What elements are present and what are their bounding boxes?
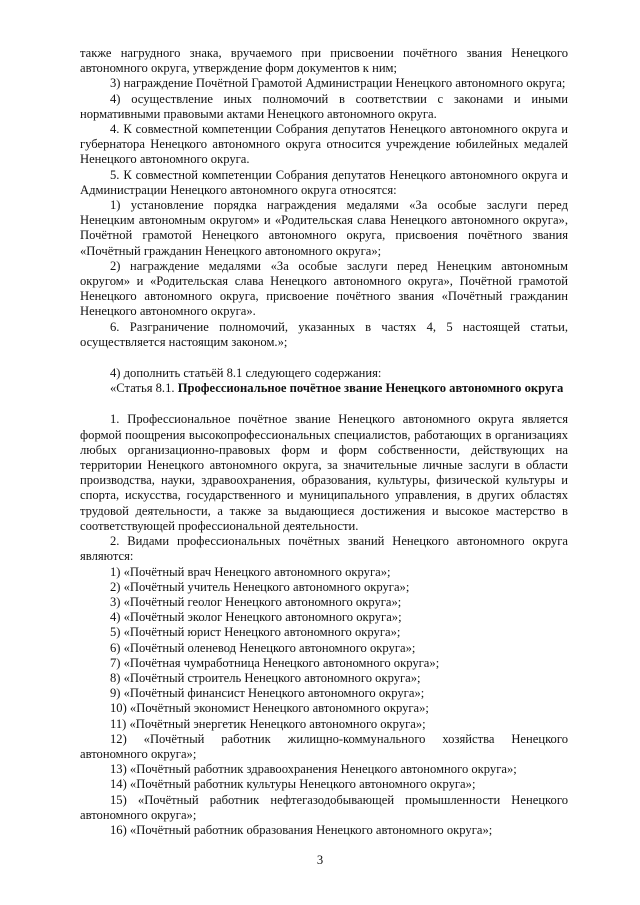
- amendment-intro: 4) дополнить статьёй 8.1 следующего содержания:: [110, 366, 382, 381]
- spacer: [80, 396, 568, 412]
- list-item: 4) «Почётный эколог Ненецкого автономного округа»;: [110, 610, 402, 625]
- document-body: [80, 46, 568, 838]
- list-item: 14) «Почётный работник культуры Ненецкого автономного округа»;: [110, 777, 476, 792]
- title-list: [80, 565, 568, 839]
- paragraph: 5. К совместной компетенции Собрания депутатов Ненецкого автономного округа и Администрации Ненецкого автономного округа относятся:: [80, 167, 568, 197]
- list-item: 13) «Почётный работник здравоохранения Ненецкого автономного округа»;: [110, 762, 517, 777]
- paragraph-continuation: также нагрудного знака, вручаемого при присвоении почётного звания Ненецкого автономного округа, утверждение форм документов к ним;: [80, 46, 568, 76]
- list-item: 9) «Почётный финансист Ненецкого автономного округа»;: [110, 686, 425, 701]
- article-paragraph: 1. Профессиональное почётное звание Ненецкого автономного округа является формой поощрения высокопрофессиональных специалистов, работающих в организациях любых организационно-правовых форм и форм собственности, действующих на территории Ненецкого автономного округа, за значительные личные заслуги в области производства, науки, здравоохранения, образования, культуры, физической культуры и спорта, искусства, государственного и муниципального управления, в других областях трудовой деятельности, а также за выдающиеся достижения и высокое мастерство в соответствующей профессиональной деятельности.: [80, 412, 568, 533]
- article-title: Профессиональное почётное звание Ненецкого автономного округа: [177, 381, 564, 396]
- spacer: [80, 350, 568, 366]
- paragraph: 6. Разграничение полномочий, указанных в частях 4, 5 настоящей статьи, осуществляется настоящим законом.»;: [80, 319, 568, 349]
- list-item: 16) «Почётный работник образования Ненецкого автономного округа»;: [110, 822, 493, 837]
- list-item: 8) «Почётный строитель Ненецкого автономного округа»;: [110, 670, 421, 685]
- article-heading: [80, 381, 568, 396]
- list-item: 2) «Почётный учитель Ненецкого автономного округа»;: [110, 579, 410, 594]
- list-item: 12) «Почётный работник жилищно-коммунального хозяйства Ненецкого автономного округа»;: [80, 731, 568, 761]
- list-item: 3) «Почётный геолог Ненецкого автономного округа»;: [110, 594, 402, 609]
- paragraph: 4) осуществление иных полномочий в соответствии с законами и иными нормативными правовыми актами Ненецкого автономного округа.: [80, 91, 568, 121]
- paragraph: 3) награждение Почётной Грамотой Администрации Ненецкого автономного округа;: [110, 76, 566, 91]
- list-item: 1) «Почётный врач Ненецкого автономного округа»;: [110, 564, 391, 579]
- page-number: 3: [316, 853, 324, 867]
- list-item: 6) «Почётный оленевод Ненецкого автономного округа»;: [110, 640, 416, 655]
- article-prefix: «Статья 8.1.: [110, 381, 178, 396]
- list-item: 10) «Почётный экономист Ненецкого автономного округа»;: [110, 701, 429, 716]
- paragraph: 4. К совместной компетенции Собрания депутатов Ненецкого автономного округа и губернатора Ненецкого автономного округа относится учреждение юбилейных медалей Ненецкого автономного округа.: [80, 122, 568, 167]
- list-item: 7) «Почётная чумработница Ненецкого автономного округа»;: [110, 655, 440, 670]
- article-paragraph: 2. Видами профессиональных почётных званий Ненецкого автономного округа являются:: [80, 534, 568, 564]
- list-item: 5) «Почётный юрист Ненецкого автономного округа»;: [110, 625, 401, 640]
- list-item: 15) «Почётный работник нефтегазодобывающей промышленности Ненецкого автономного округа»;: [80, 792, 568, 822]
- paragraph: 2) награждение медалями «За особые заслуги перед Ненецким автономным округом» и «Родительская слава Ненецкого автономного округа», Почётной грамотой Ненецкого автономного округа, присвоение почётного звания «Почётный гражданин Ненецкого автономного округа».: [80, 258, 568, 319]
- list-item: 11) «Почётный энергетик Ненецкого автономного округа»;: [110, 716, 426, 731]
- paragraph: 1) установление порядка награждения медалями «За особые заслуги перед Ненецким автономным округом» и «Родительская слава Ненецкого автономного округа», Почётной грамотой Ненецкого автономного округа, присвоения почётного звания «Почётный гражданин Ненецкого автономного округа»;: [80, 198, 568, 258]
